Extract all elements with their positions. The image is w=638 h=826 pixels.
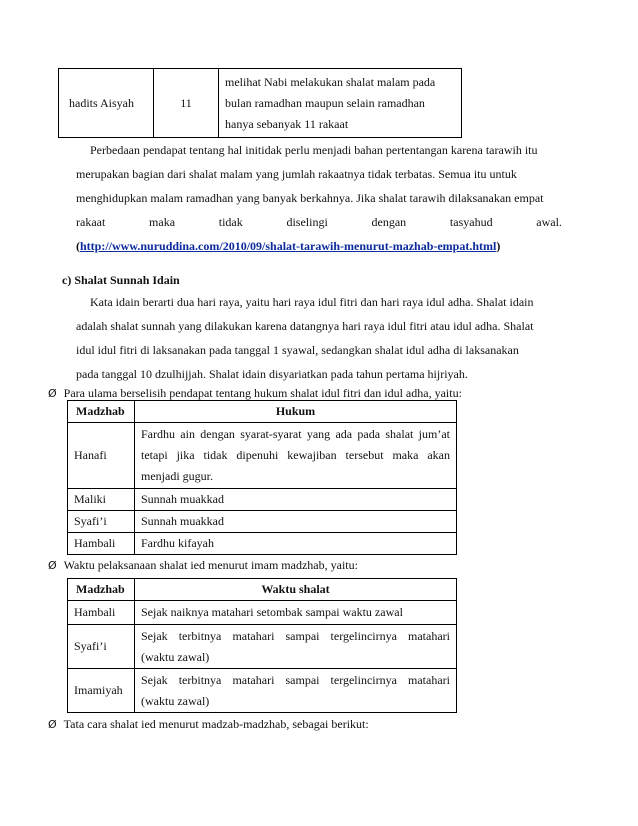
paragraph-line: pada tanggal 10 dzulhijjah. Shalat idain disyariatkan pada tahun pertama hijriyah. xyxy=(76,367,468,381)
madzhab-cell: Syafi’i xyxy=(68,625,135,669)
word: diselingi xyxy=(286,215,328,229)
madzhab-cell: Hanafi xyxy=(68,423,135,489)
paragraph-line: Kata idain berarti dua hari raya, yaitu hari raya idul fitri dan hari raya idul adha. Shalat idain xyxy=(90,295,534,309)
cell-line: (waktu zawal) xyxy=(141,649,210,664)
word: awal. xyxy=(536,215,562,229)
hukum-cell: Sunnah muakkad xyxy=(135,511,457,533)
paragraph-line: merupakan bagian dari shalat malam yang jumlah rakaatnya tidak terbatas. Semua itu untuk xyxy=(76,167,517,181)
bullet-arrow-icon: Ø xyxy=(48,387,57,400)
table-row xyxy=(68,511,457,533)
word: rakaat xyxy=(76,215,106,229)
cell-line: (waktu zawal) xyxy=(141,693,210,708)
waktu-cell: Sejak naiknya matahari setombak sampai waktu zawal xyxy=(135,601,457,625)
description-line: melihat Nabi melakukan shalat malam pada xyxy=(225,74,436,89)
bullet-text: Waktu pelaksanaan shalat ied menurut imam madzhab, yaitu: xyxy=(63,558,358,572)
bullet-text: Tata cara shalat ied menurut madzab-madzhab, sebagai berikut: xyxy=(63,717,369,731)
madzhab-cell: Maliki xyxy=(68,489,135,511)
madzhab-cell: Syafi’i xyxy=(68,511,135,533)
cell-line: Sejak terbitnya matahari sampai tergelincirnya matahari xyxy=(141,628,450,643)
section-heading: c) Shalat Sunnah Idain xyxy=(62,273,180,287)
description-cell xyxy=(219,69,462,138)
table-row xyxy=(68,625,457,669)
paragraph-tarawih xyxy=(76,138,562,258)
paren-open: ( xyxy=(76,239,80,253)
paragraph-line: Perbedaan pendapat tentang hal initidak perlu menjadi bahan pertentangan karena tarawih itu xyxy=(90,143,538,157)
paragraph-line-spread xyxy=(76,210,562,234)
description-line: hanya sebanyak 11 rakaat xyxy=(225,116,349,131)
table-row xyxy=(59,69,462,138)
table-header-row xyxy=(68,579,457,601)
paragraph-line: menghidupkan malam ramadhan yang banyak berkahnya. Jika shalat tarawih dilaksanakan empat xyxy=(76,191,544,205)
header-hukum: Hukum xyxy=(135,401,457,423)
bullet-arrow-icon: Ø xyxy=(48,718,57,731)
bullet-item xyxy=(48,712,369,737)
source-link-line xyxy=(76,234,562,258)
hukum-cell: Sunnah muakkad xyxy=(135,489,457,511)
waktu-cell xyxy=(135,669,457,713)
bullet-arrow-icon: Ø xyxy=(48,559,57,572)
word: maka xyxy=(149,215,176,229)
word: tasyahud xyxy=(449,215,493,229)
madzhab-cell: Hambali xyxy=(68,601,135,625)
table-row xyxy=(68,533,457,555)
bullet-item xyxy=(48,553,358,578)
top-table xyxy=(58,68,462,138)
table-waktu-shalat xyxy=(67,578,457,713)
description-line: bulan ramadhan maupun selain ramadhan xyxy=(225,95,425,110)
paragraph-idain xyxy=(76,290,562,386)
madzhab-cell: Imamiyah xyxy=(68,669,135,713)
cell-line: Sejak terbitnya matahari sampai tergelincirnya matahari xyxy=(141,672,450,687)
table-header-row xyxy=(68,401,457,423)
header-madzhab: Madzhab xyxy=(68,401,135,423)
hukum-cell xyxy=(135,423,457,489)
cell-line: Fardhu ain dengan syarat-syarat yang ada pada shalat jum’at xyxy=(141,427,450,441)
bullet-text: Para ulama berselisih pendapat tentang hukum shalat idul fitri dan idul adha, yaitu: xyxy=(63,386,462,400)
source-cell: hadits Aisyah xyxy=(59,69,154,138)
table-hukum xyxy=(67,400,457,555)
source-link[interactable]: http://www.nuruddina.com/2010/09/shalat-tarawih-menurut-mazhab-empat.html xyxy=(80,239,497,253)
count-cell: 11 xyxy=(154,69,219,138)
waktu-cell xyxy=(135,625,457,669)
cell-line: menjadi gugur. xyxy=(141,469,213,483)
table-row xyxy=(68,669,457,713)
word: dengan xyxy=(371,215,407,229)
table-row xyxy=(68,423,457,489)
table-row xyxy=(68,489,457,511)
paren-close: ) xyxy=(496,239,501,253)
word: tidak xyxy=(218,215,243,229)
header-waktu: Waktu shalat xyxy=(135,579,457,601)
header-madzhab: Madzhab xyxy=(68,579,135,601)
cell-line: tetapi jika tidak dipenuhi kewajiban tersebut maka akan xyxy=(141,448,450,462)
paragraph-line: idul idul fitri di laksanakan pada tanggal 1 syawal, sedangkan shalat idul adha di laksanakan xyxy=(76,343,519,357)
table-row xyxy=(68,601,457,625)
paragraph-line: adalah shalat sunnah yang dilakukan karena datangnya hari raya idul fitri atau idul adha. Shalat xyxy=(76,319,534,333)
madzhab-cell: Hambali xyxy=(68,533,135,555)
hukum-cell: Fardhu kifayah xyxy=(135,533,457,555)
